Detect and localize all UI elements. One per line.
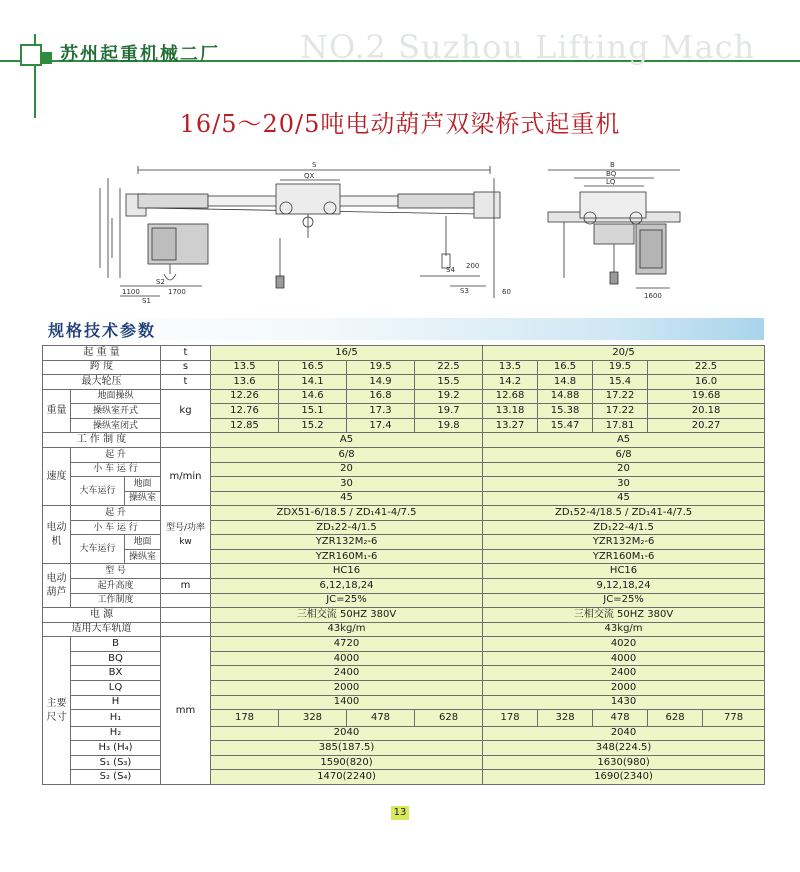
dim-S1: S1 xyxy=(142,297,151,305)
table-row xyxy=(43,506,765,521)
value-motor-trolley-a: ZD₁22-4/1.5 xyxy=(211,520,483,535)
section-title: 规格技术参数 xyxy=(48,321,157,340)
table-row xyxy=(43,726,765,741)
label-speed-hoist: 起 升 xyxy=(71,447,161,462)
value-weight: 20.27 xyxy=(648,418,765,433)
label-motor-hoist: 起 升 xyxy=(71,506,161,521)
header-square-outline xyxy=(20,44,42,66)
value-weight: 14.6 xyxy=(279,389,347,404)
value-weight: 13.27 xyxy=(483,418,538,433)
group-speed: 速度 xyxy=(43,447,71,505)
value-dim-H-b: 1430 xyxy=(483,695,765,710)
spec-table-wrapper xyxy=(42,345,764,785)
company-name-en-watermark: NO.2 Suzhou Lifting Mach xyxy=(300,28,756,66)
value-speed-cabin-a: 45 xyxy=(211,491,483,506)
table-row xyxy=(43,433,765,448)
value-weight: 15.47 xyxy=(538,418,593,433)
page-title: 16/5～20/5吨电动葫芦双梁桥式起重机 xyxy=(179,110,621,138)
value-weight: 19.2 xyxy=(415,389,483,404)
table-row xyxy=(43,462,765,477)
value-span: 19.5 xyxy=(593,360,648,375)
unit-empty xyxy=(161,433,211,448)
table-row xyxy=(43,389,765,404)
label-power: 电 源 xyxy=(43,608,161,623)
table-row xyxy=(43,564,765,579)
table-row xyxy=(43,535,765,550)
value-power-b: 三相交流 50HZ 380V xyxy=(483,608,765,623)
value-weight: 14.88 xyxy=(538,389,593,404)
table-row xyxy=(43,477,765,492)
unit-empty xyxy=(161,593,211,608)
value-duty-a: A5 xyxy=(211,433,483,448)
label-speed-ground: 地面 xyxy=(125,477,161,492)
value-dim-H1: 178 xyxy=(211,710,279,727)
dim-B: B xyxy=(610,161,615,169)
value-wheel-load: 15.4 xyxy=(593,375,648,390)
label-span: 跨 度 xyxy=(43,360,161,375)
label-weight-ground: 地面操纵 xyxy=(71,389,161,404)
table-row xyxy=(43,651,765,666)
unit-empty xyxy=(161,564,211,579)
table-row xyxy=(43,695,765,710)
dim-QX: QX xyxy=(304,172,315,180)
label-speed-trolley: 小 车 运 行 xyxy=(71,462,161,477)
dim-60: 60 xyxy=(502,288,511,296)
label-dim-H3: H₃ (H₄) xyxy=(71,741,161,756)
dim-1100: 1100 xyxy=(122,288,140,296)
unit-empty xyxy=(161,608,211,623)
value-dim-H3-a: 385(187.5) xyxy=(211,741,483,756)
label-dim-B: B xyxy=(71,637,161,652)
value-span: 16.5 xyxy=(279,360,347,375)
value-weight: 16.8 xyxy=(347,389,415,404)
value-motor-ground-a: YZR132M₂-6 xyxy=(211,535,483,550)
value-wheel-load: 16.0 xyxy=(648,375,765,390)
table-row xyxy=(43,520,765,535)
value-span: 13.5 xyxy=(211,360,279,375)
value-span: 16.5 xyxy=(538,360,593,375)
group-electric-hoist: 电动葫芦 xyxy=(43,564,71,608)
unit-hoist-height: m xyxy=(161,579,211,594)
label-motor-trolley: 小 车 运 行 xyxy=(71,520,161,535)
value-weight: 19.68 xyxy=(648,389,765,404)
table-row xyxy=(43,741,765,756)
table-row xyxy=(43,375,765,390)
value-dim-B-b: 4020 xyxy=(483,637,765,652)
label-motor-cabin: 操纵室 xyxy=(125,549,161,564)
dim-1600: 1600 xyxy=(644,292,662,300)
company-name: 苏州起重机械二厂 xyxy=(60,44,220,65)
value-dim-BX-b: 2400 xyxy=(483,666,765,681)
value-power-a: 三相交流 50HZ 380V xyxy=(211,608,483,623)
value-dim-BQ-b: 4000 xyxy=(483,651,765,666)
value-weight: 19.8 xyxy=(415,418,483,433)
value-hoist-height-b: 9,12,18,24 xyxy=(483,579,765,594)
value-span: 22.5 xyxy=(648,360,765,375)
table-row xyxy=(43,579,765,594)
label-rail: 适用大车轨道 xyxy=(43,622,161,637)
value-dim-H1: 628 xyxy=(415,710,483,727)
value-weight: 17.22 xyxy=(593,389,648,404)
value-dim-H1: 478 xyxy=(593,710,648,727)
group-main-dimensions: 主要尺寸 xyxy=(43,637,71,785)
label-max-wheel-load: 最大轮压 xyxy=(43,375,161,390)
label-motor-crane: 大车运行 xyxy=(71,535,125,564)
value-weight: 15.1 xyxy=(279,404,347,419)
value-dim-LQ-a: 2000 xyxy=(211,680,483,695)
table-row xyxy=(43,549,765,564)
value-dim-S2-a: 1470(2240) xyxy=(211,770,483,785)
value-dim-H2-b: 2040 xyxy=(483,726,765,741)
value-span: 22.5 xyxy=(415,360,483,375)
label-hoist-duty: 工作制度 xyxy=(71,593,161,608)
value-weight: 17.81 xyxy=(593,418,648,433)
value-wheel-load: 14.2 xyxy=(483,375,538,390)
dim-LQ: LQ xyxy=(606,178,616,186)
value-rail-a: 43kg/m xyxy=(211,622,483,637)
value-rail-b: 43kg/m xyxy=(483,622,765,637)
label-dim-LQ: LQ xyxy=(71,680,161,695)
value-weight: 17.22 xyxy=(593,404,648,419)
value-dim-H1: 178 xyxy=(483,710,538,727)
value-capacity-b: 20/5 xyxy=(483,346,765,361)
label-duty: 工 作 制 度 xyxy=(43,433,161,448)
value-duty-b: A5 xyxy=(483,433,765,448)
value-dim-B-a: 4720 xyxy=(211,637,483,652)
value-dim-H-a: 1400 xyxy=(211,695,483,710)
front-elevation-drawing xyxy=(90,158,530,306)
value-weight: 15.38 xyxy=(538,404,593,419)
group-motor: 电动机 xyxy=(43,506,71,564)
table-row xyxy=(43,593,765,608)
value-weight: 12.76 xyxy=(211,404,279,419)
label-capacity: 起 重 量 xyxy=(43,346,161,361)
label-speed-cabin: 操纵室 xyxy=(125,491,161,506)
value-speed-trolley-b: 20 xyxy=(483,462,765,477)
value-hoist-model-a: HC16 xyxy=(211,564,483,579)
table-row xyxy=(43,346,765,361)
dim-S3: S3 xyxy=(460,287,469,295)
label-hoist-model: 型 号 xyxy=(71,564,161,579)
label-dim-H: H xyxy=(71,695,161,710)
value-weight: 12.26 xyxy=(211,389,279,404)
table-row xyxy=(43,622,765,637)
unit-weight: kg xyxy=(161,389,211,433)
value-weight: 17.3 xyxy=(347,404,415,419)
value-hoist-height-a: 6,12,18,24 xyxy=(211,579,483,594)
label-motor-ground: 地面 xyxy=(125,535,161,550)
dim-S2: S2 xyxy=(156,278,165,286)
label-weight-closed-cabin: 操纵室闭式 xyxy=(71,418,161,433)
side-elevation-drawing xyxy=(544,158,684,306)
value-wheel-load: 13.6 xyxy=(211,375,279,390)
value-speed-trolley-a: 20 xyxy=(211,462,483,477)
value-dim-S1-a: 1590(820) xyxy=(211,755,483,770)
label-dim-H2: H₂ xyxy=(71,726,161,741)
value-motor-trolley-b: ZD₁22-4/1.5 xyxy=(483,520,765,535)
value-speed-cabin-b: 45 xyxy=(483,491,765,506)
table-row xyxy=(43,608,765,623)
table-row xyxy=(43,770,765,785)
table-row xyxy=(43,637,765,652)
label-dim-S2: S₂ (S₄) xyxy=(71,770,161,785)
value-weight: 15.2 xyxy=(279,418,347,433)
unit-empty xyxy=(161,622,211,637)
table-row xyxy=(43,680,765,695)
value-dim-H1: 328 xyxy=(538,710,593,727)
unit-dims: mm xyxy=(161,637,211,785)
value-motor-hoist-a: ZDX51-6/18.5 / ZD₁41-4/7.5 xyxy=(211,506,483,521)
value-wheel-load: 15.5 xyxy=(415,375,483,390)
value-dim-BQ-a: 4000 xyxy=(211,651,483,666)
table-row xyxy=(43,360,765,375)
value-dim-H2-a: 2040 xyxy=(211,726,483,741)
label-dim-BX: BX xyxy=(71,666,161,681)
value-capacity-a: 16/5 xyxy=(211,346,483,361)
value-weight: 19.7 xyxy=(415,404,483,419)
value-wheel-load: 14.9 xyxy=(347,375,415,390)
value-speed-hoist-a: 6/8 xyxy=(211,447,483,462)
table-row xyxy=(43,491,765,506)
value-speed-ground-b: 30 xyxy=(483,477,765,492)
value-hoist-model-b: HC16 xyxy=(483,564,765,579)
value-dim-BX-a: 2400 xyxy=(211,666,483,681)
value-wheel-load: 14.8 xyxy=(538,375,593,390)
dim-1700: 1700 xyxy=(168,288,186,296)
value-weight: 13.18 xyxy=(483,404,538,419)
spec-table xyxy=(42,345,765,785)
value-motor-cabin-b: YZR160M₁-6 xyxy=(483,549,765,564)
value-dim-S2-b: 1690(2340) xyxy=(483,770,765,785)
table-row xyxy=(43,418,765,433)
label-hoist-height: 起升高度 xyxy=(71,579,161,594)
dim-S4: S4 xyxy=(446,266,455,274)
value-dim-H1: 478 xyxy=(347,710,415,727)
table-row xyxy=(43,755,765,770)
unit-speed: m/min xyxy=(161,447,211,505)
dim-S: S xyxy=(312,161,317,169)
header-square-filled xyxy=(40,52,52,64)
value-weight: 20.18 xyxy=(648,404,765,419)
value-dim-H1: 778 xyxy=(703,710,765,727)
value-motor-hoist-b: ZD₁52-4/18.5 / ZD₁41-4/7.5 xyxy=(483,506,765,521)
value-dim-LQ-b: 2000 xyxy=(483,680,765,695)
value-dim-H3-b: 348(224.5) xyxy=(483,741,765,756)
value-speed-hoist-b: 6/8 xyxy=(483,447,765,462)
value-motor-cabin-a: YZR160M₁-6 xyxy=(211,549,483,564)
table-row xyxy=(43,447,765,462)
dim-200: 200 xyxy=(466,262,480,270)
value-dim-H1: 628 xyxy=(648,710,703,727)
value-wheel-load: 14.1 xyxy=(279,375,347,390)
value-weight: 12.68 xyxy=(483,389,538,404)
label-dim-BQ: BQ xyxy=(71,651,161,666)
label-dim-S1: S₁ (S₃) xyxy=(71,755,161,770)
page-number: 13 xyxy=(391,806,409,820)
label-speed-crane: 大车运行 xyxy=(71,477,125,506)
value-weight: 12.85 xyxy=(211,418,279,433)
label-weight-open-cabin: 操纵室开式 xyxy=(71,404,161,419)
unit-capacity: t xyxy=(161,346,211,361)
group-weight: 重量 xyxy=(43,389,71,433)
table-row xyxy=(43,666,765,681)
value-span: 13.5 xyxy=(483,360,538,375)
table-row xyxy=(43,710,765,727)
value-weight: 17.4 xyxy=(347,418,415,433)
value-dim-S1-b: 1630(980) xyxy=(483,755,765,770)
unit-max-wheel-load: t xyxy=(161,375,211,390)
value-speed-ground-a: 30 xyxy=(211,477,483,492)
unit-motor: 型号/功率 kw xyxy=(161,506,211,564)
value-hoist-duty-b: JC=25% xyxy=(483,593,765,608)
label-dim-H1: H₁ xyxy=(71,710,161,727)
dim-BQ: BQ xyxy=(606,170,617,178)
value-dim-H1: 328 xyxy=(279,710,347,727)
table-row xyxy=(43,404,765,419)
value-hoist-duty-a: JC=25% xyxy=(211,593,483,608)
value-motor-ground-b: YZR132M₂-6 xyxy=(483,535,765,550)
unit-span: s xyxy=(161,360,211,375)
value-span: 19.5 xyxy=(347,360,415,375)
